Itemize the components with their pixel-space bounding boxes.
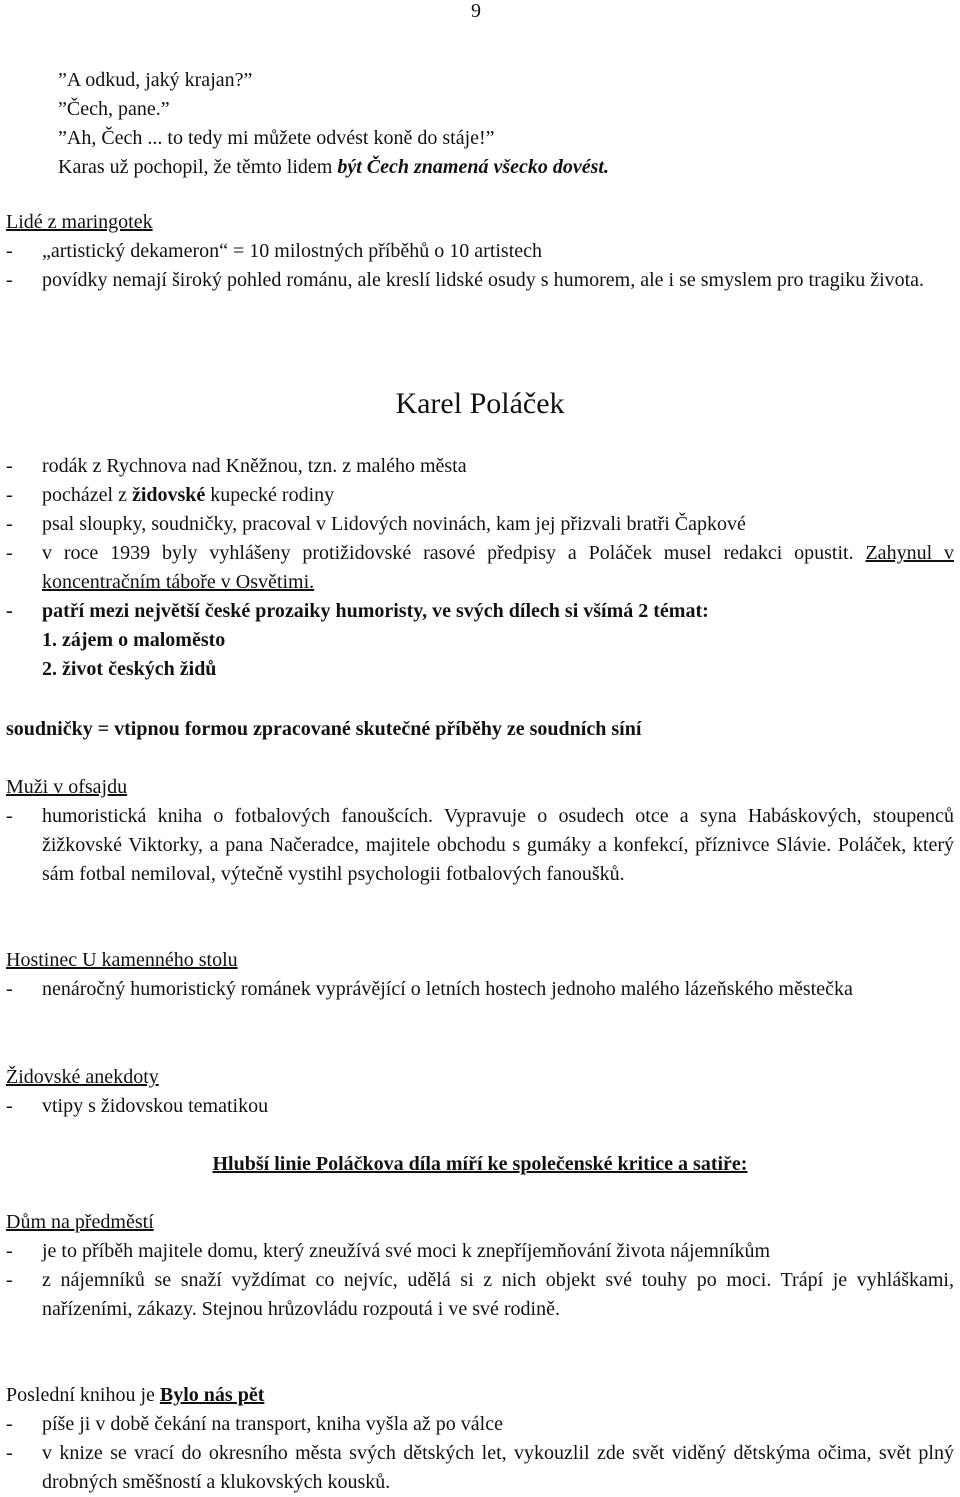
book-title: Bylo nás pět [159,1384,265,1406]
section-anekdoty [6,1063,954,1121]
section-title: Lidé z maringotek [6,211,153,233]
theme-item: 1. zájem o maloměsto [42,629,226,651]
theme-item: 2. život českých židů [42,658,217,680]
section-title: Hostinec U kamenného stolu [6,949,238,971]
list-item: - vtipy s židovskou tematikou [6,1095,269,1117]
dialogue-line: ”A odkud, jaký krajan?” [58,69,253,91]
section-title: Muži v ofsajdu [6,776,128,798]
list-item: - pocházel z židovské kupecké rodiny [6,484,335,506]
list-item: - rodák z Rychnova nad Kněžnou, tzn. z malého města [6,455,467,477]
list-item: - psal sloupky, soudničky, pracoval v Lidových novinách, kam jej přizvali bratři Čapkové [6,513,746,535]
list-item: - „artistický dekameron“ = 10 milostných příběhů o 10 artistech [6,240,543,262]
list-item: - humoristická kniha o fotbalových fanoušcích. Vypravuje o osudech otce a syna Habáskových, stoupenců žižkovské Viktorky, a pana Načeradce, majitele obchodu s gumáky a konfekcí, příznivce Slávie. Poláček, který sám fotbal nemiloval, výtečně vystihl psychologii fotbalových fanoušků. [6,805,954,885]
list-item: - je to příběh majitele domu, který zneužívá své moci k znepříjemňování života nájemníkům [6,1240,771,1262]
section-maringotky [6,208,954,295]
list-item: - povídky nemají široký pohled románu, ale kreslí lidské osudy s humorem, ale i se smyslem pro tragiku života. [6,269,925,291]
list-item: - nenáročný humoristický románek vyprávějící o letních hostech jednoho malého lázeňského městečka [6,978,853,1000]
section-title: Dům na předměstí [6,1211,154,1233]
emphasis-text: být Čech znamená všecko dovést. [337,156,609,178]
dialogue-line: ”Ah, Čech ... to tedy mi můžete odvést koně do stáje!” [58,127,495,149]
list-item: - z nájemníků se snaží vyždímat co nejvíc, udělá si z nich objekt své touhy po moci. Trápí je vyhláškami, nařízeními, zákazy. Stejnou hrůzovládu rozpoutá i ve své rodině. [6,1269,954,1320]
list-item: - v knize se vrací do okresního města svých dětských let, vykouzlil zde svět viděný dětskýma očima, svět plný drobných směšností a klukovských kousků. [6,1442,954,1493]
section-muzi [6,773,954,889]
section-author [6,452,954,684]
section-title: Židovské anekdoty [6,1066,159,1088]
list-item: - v roce 1939 byly vyhlášeny protižidovské rasové předpisy a Poláček musel redakci opustit. Zahynul v koncentračním táboře v Osvětimi. [6,542,954,593]
satire-heading: Hlubší linie Poláčkova díla míří ke společenské kritice a satiře: [212,1153,748,1175]
list-item: - patří mezi největší české prozaiky humoristy, ve svých dílech si všímá 2 témat: [6,600,709,622]
definition-soudnicky: soudničky = vtipnou formou zpracované skutečné příběhy ze soudních síní [6,718,642,740]
section-dum [6,1208,954,1324]
page-number: 9 [471,0,481,22]
dialogue-line: Karas už pochopil, že těmto lidem být Čech znamená všecko dovést. [58,156,609,178]
author-heading: Karel Poláček [395,387,565,420]
dialogue-line: ”Čech, pane.” [58,98,170,120]
section-hostinec [6,946,954,1004]
section-posledni [6,1381,954,1497]
list-item: - píše ji v době čekání na transport, kniha vyšla až po válce [6,1413,503,1435]
section-intro: Poslední knihou je Bylo nás pět [6,1384,265,1406]
dialogue-block [58,66,954,182]
